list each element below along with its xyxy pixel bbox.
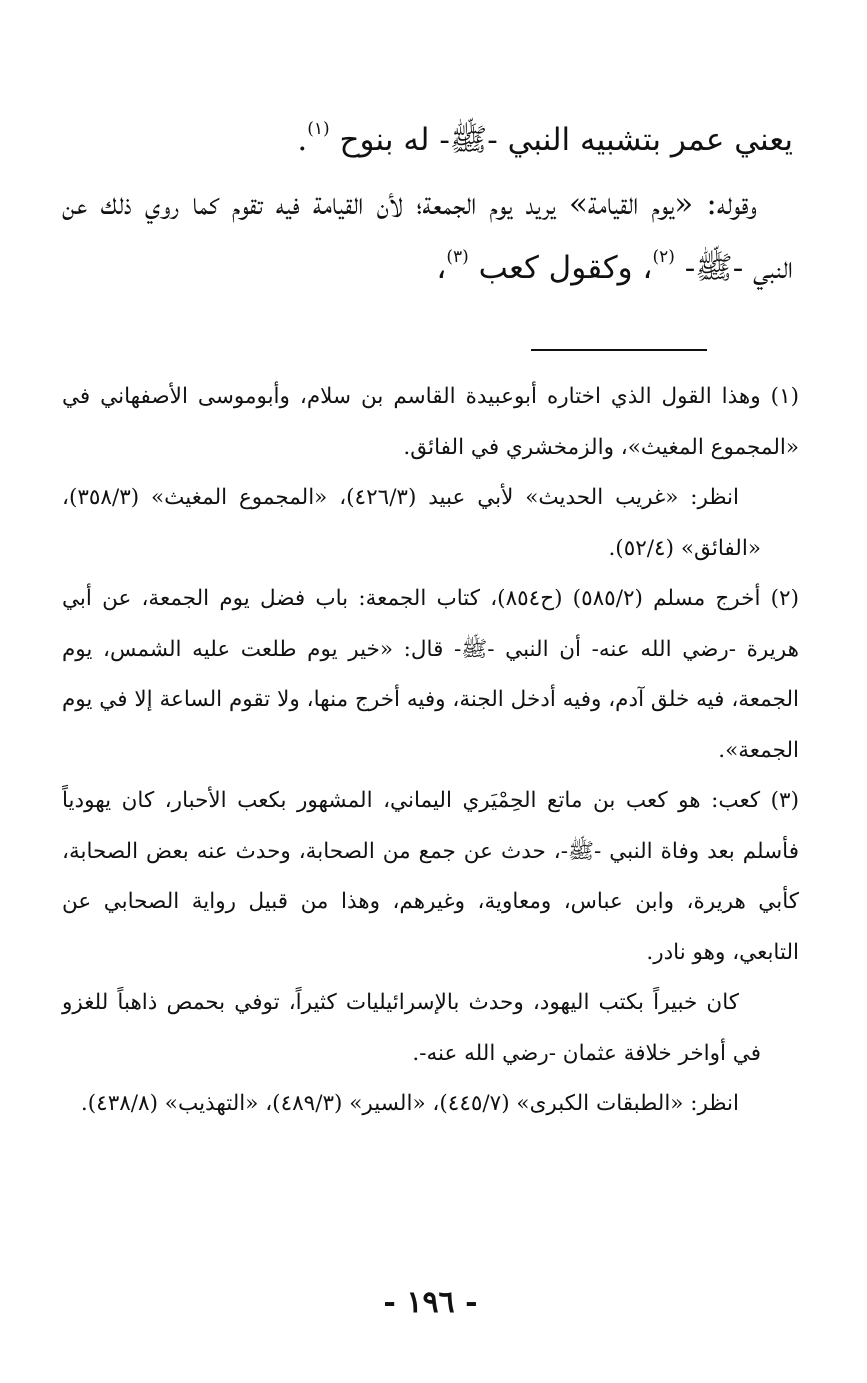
main-paragraph-2-mid: ، وكقول كعب xyxy=(478,250,653,286)
footnote-3-source: انظر: «الطبقات الكبرى» (٤٤٥/٧)، «السير» (٤٨٩/٣)، «التهذيب» (٤٣٨/٨). xyxy=(80,1091,739,1116)
footnote-1-source: انظر: «غريب الحديث» لأبي عبيد (٤٢٦/٣)، «المجموع المغيث» (٣٥٨/٣)، «الفائق» (٥٢/٤). xyxy=(62,485,761,561)
book-page xyxy=(62,0,799,1383)
footnote-separator xyxy=(531,349,707,351)
footnote-ref-2: (٢) xyxy=(652,247,675,267)
footnote-1 xyxy=(62,372,799,473)
footnote-2-text: أخرج مسلم (٥٨٥/٢) (ح٨٥٤)، كتاب الجمعة: باب فضل يوم الجمعة، عن أبي هريرة -رضي الله عنه- أن النبي -ﷺ- قال: «خير يوم طلعت عليه الشمس، يوم الجمعة، فيه خلق آدم، وفيه أدخل الجنة، وفيه أخرج منها، ولا تقوم الساعة إلا في يوم الجمعة». xyxy=(62,586,799,763)
footnote-3-bio: كان خبيراً بكتب اليهود، وحدث بالإسرائيليات كثيراً، توفي بحمص ذاهباً للغزو في أواخر خلافة عثمان -رضي الله عنه-. xyxy=(62,990,761,1066)
main-paragraph-2-end: ، xyxy=(436,250,447,286)
footnote-ref-1: (١) xyxy=(307,119,330,139)
footnote-ref-3: (٣) xyxy=(446,247,469,267)
main-line-1: يعني عمر بتشبيه النبي -ﷺ- له بنوح xyxy=(339,122,793,158)
main-line-1-end: . xyxy=(297,122,308,158)
main-paragraph-2-start: وقوله: «يوم القيامة» يريد يوم الجمعة؛ لأن القيامة فيه تقوم كما روي ذلك عن النبي -ﷺ- xyxy=(62,186,793,286)
footnote-2 xyxy=(62,574,799,776)
footnote-3-text: كعب: هو كعب بن ماتع الحِمْيَري اليماني، المشهور بكعب الأحبار، كان يهودياً فأسلم بعد وفاة النبي -ﷺ-، حدث عن جمع من الصحابة، وحدث عنه بعض الصحابة، كأبي هريرة، وابن عباس، ومعاوية، وغيرهم، وهذا من قبيل رواية الصحابي عن التابعي، وهو نادر. xyxy=(62,788,799,965)
footnote-1-marker: (١) xyxy=(770,384,800,409)
main-paragraph-2 xyxy=(62,172,793,300)
main-text xyxy=(62,108,793,300)
footnote-3 xyxy=(62,776,799,978)
main-paragraph-1 xyxy=(62,108,793,172)
footnotes xyxy=(62,372,799,1130)
footnote-3-marker: (٣) xyxy=(770,788,799,813)
footnote-1-text: وهذا القول الذي اختاره أبوعبيدة القاسم بن سلام، وأبوموسى الأصفهاني في «المجموع المغيث»، والزمخشري في الفائق. xyxy=(62,384,799,460)
footnote-2-marker: (٢) xyxy=(770,586,799,611)
page-number: - ١٩٦ - xyxy=(383,1285,478,1320)
